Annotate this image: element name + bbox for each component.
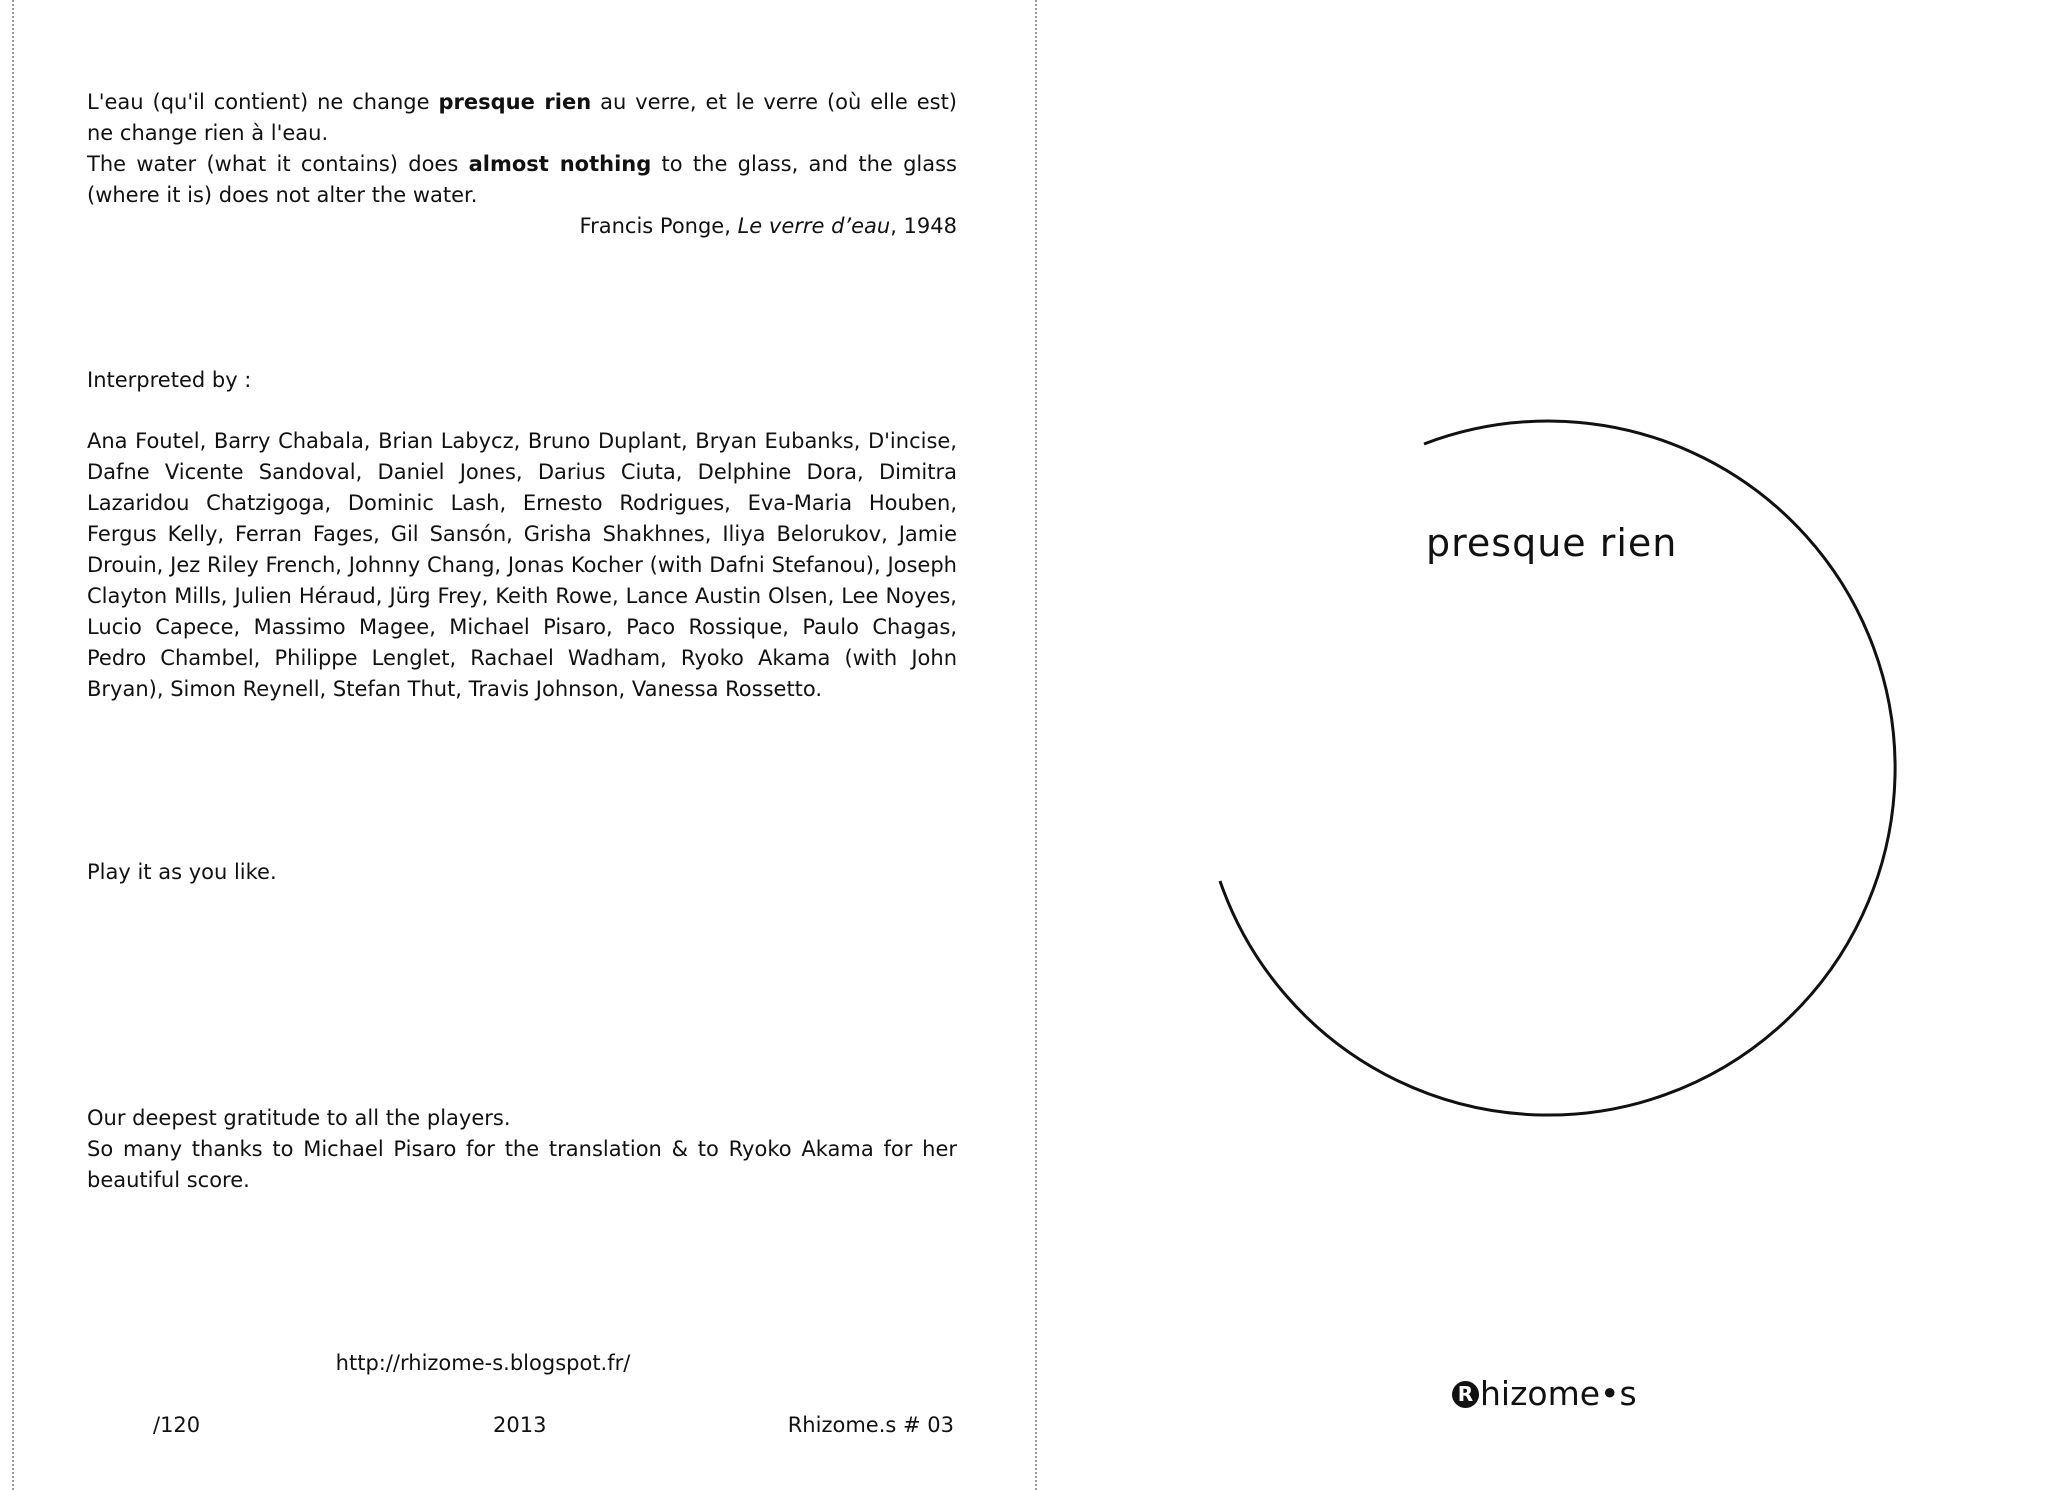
epigraph [87, 87, 957, 242]
left-edge-cut-line [12, 0, 14, 1490]
cover-title: presque rien [1426, 521, 1678, 565]
interpreters-list: Ana Foutel, Barry Chabala, Brian Labycz, Bruno Duplant, Bryan Eubanks, D'incise, Dafne Vicente Sandoval, Daniel Jones, Darius Ciuta, Delphine Dora, Dimitra Lazaridou Chatzigoga, Dominic Lash, Ernesto Rodrigues, Eva-Maria Houben, Fergus Kelly, Ferran Fages, Gil Sansón, Grisha Shakhnes, Iliya Belorukov, Jamie Drouin, Jez Riley French, Johnny Chang, Jonas Kocher (with Dafni Stefanou), Joseph Clayton Mills, Julien Héraud, Jürg Frey, Keith Rowe, Lance Austin Olsen, Lee Noyes, Lucio Capece, Massimo Magee, Michael Pisaro, Paco Rossique, Paulo Chagas, Pedro Chambel, Philippe Lenglet, Rachael Wadham, Ryoko Akama (with John Bryan), Simon Reynell, Stefan Thut, Travis Johnson, Vanessa Rossetto. [87, 429, 957, 701]
interpreters-label: Interpreted by : [87, 368, 252, 392]
catalogue-number: Rhizome.s # 03 [787, 1413, 954, 1437]
epigraph-work-title: Le verre d’eau [737, 214, 891, 238]
instruction-text: Play it as you like. [87, 860, 277, 884]
gratitude-line-1: Our deepest gratitude to all the players. [87, 1106, 511, 1130]
registered-r-icon: R [1452, 1381, 1479, 1408]
epigraph-french: L'eau (qu'il contient) ne change presque rien au verre, et le verre (où elle est) ne change rien à l'eau. [87, 90, 957, 145]
epigraph-french-emphasis: presque rien [438, 90, 592, 114]
website-url [87, 1348, 957, 1379]
epigraph-english: The water (what it contains) does almost nothing to the glass, and the glass (where it is) does not alter the water. [87, 152, 957, 207]
acknowledgements [87, 1103, 957, 1196]
publication-year: 2013 [493, 1413, 547, 1437]
publisher-name: hizome•s [1480, 1374, 1637, 1413]
website-link[interactable]: http://rhizome-s.blogspot.fr/ [335, 1351, 631, 1375]
edition-count: /120 [153, 1413, 201, 1437]
publisher-logo [1452, 1372, 1637, 1416]
epigraph-attribution: Francis Ponge, Le verre d’eau, 1948 [579, 214, 957, 238]
epigraph-english-emphasis: almost nothing [468, 152, 652, 176]
gratitude-line-2: So many thanks to Michael Pisaro for the translation & to Ryoko Akama for her beautiful score. [87, 1137, 957, 1192]
left-page [87, 0, 957, 1490]
cover-page [1037, 0, 2048, 1490]
open-circle-graphic [1037, 0, 2048, 1490]
